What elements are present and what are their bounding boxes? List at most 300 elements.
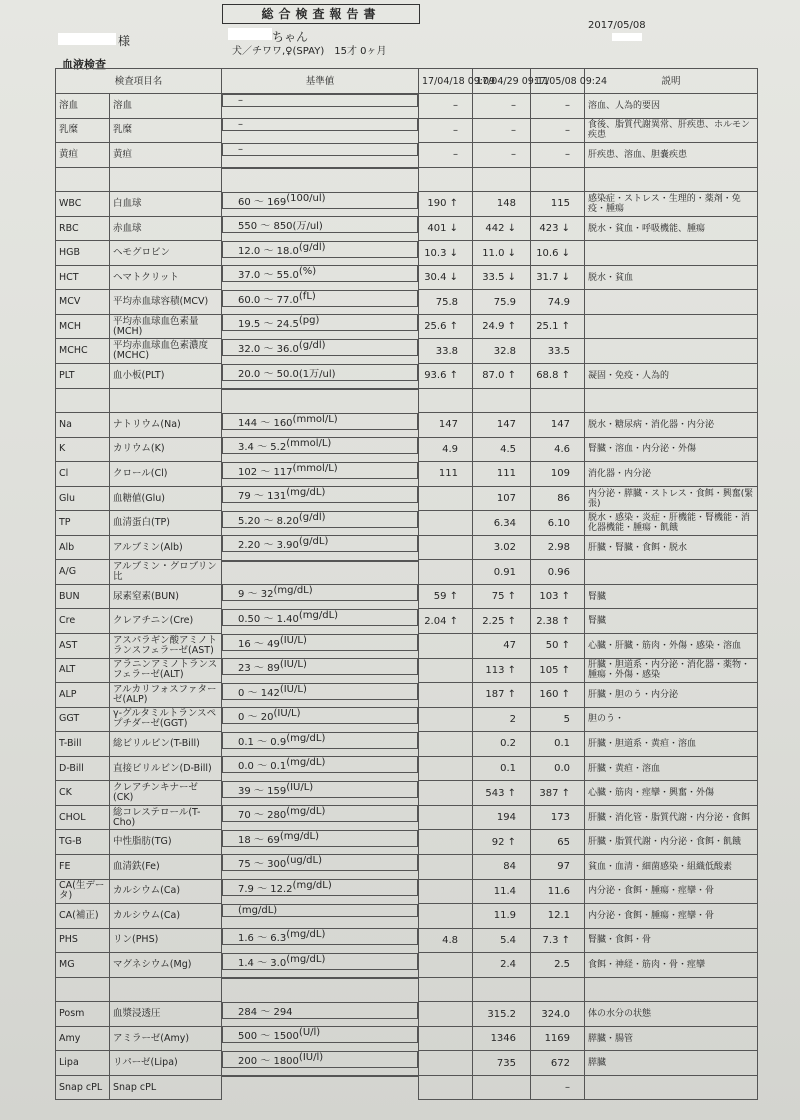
value-date-2 [473,977,531,1002]
range-unit: (mg/dL) [286,953,326,965]
test-code: Posm [56,1002,110,1027]
reference-range [222,732,418,749]
table-row [56,658,758,683]
test-description: 肝臓・胆のう・内分泌 [585,683,758,708]
test-name [110,388,222,413]
test-name [110,977,222,1002]
range-values: 32.0 ～ 36.0 [238,343,299,355]
value-date-2: 147 [473,413,531,438]
reference-range [222,364,418,381]
range-unit [243,95,305,106]
value-date-2: 87.0 ↑ [473,364,531,389]
table-row [56,560,758,585]
range-values: 19.5 ～ 24.5 [238,319,299,331]
value-date-2: 315.2 [473,1002,531,1027]
table-row [56,1026,758,1051]
value-date-1 [419,388,473,413]
test-description [585,167,758,192]
value-date-1 [419,1002,473,1027]
test-code: 乳糜 [56,118,110,143]
table-row [56,830,758,855]
value-date-2: 0.2 [473,732,531,757]
test-code [56,388,110,413]
range-unit: (ug/dL) [286,855,322,867]
test-description: 体の水分の状態 [585,1002,758,1027]
reference-range [222,167,418,169]
reference-range [222,584,418,601]
test-name: アラニンアミノトランスフェラーゼ(ALT) [110,658,222,683]
value-date-1 [419,756,473,781]
value-date-3: 160 ↑ [531,683,585,708]
value-date-1 [419,535,473,560]
value-date-1: 10.3 ↓ [419,241,473,266]
test-name: アルブミン・グロブリン比 [110,560,222,585]
value-date-3: 672 [531,1051,585,1076]
value-date-1: 4.8 [419,928,473,953]
range-values: 23 ～ 89 [238,663,280,675]
col-description: 説明 [585,69,758,94]
redaction-mark [58,33,116,45]
reference-range [222,413,418,430]
value-date-3: 68.8 ↑ [531,364,585,389]
table-row [56,486,758,511]
value-date-2: 2.25 ↑ [473,609,531,634]
test-code: CA(補正) [56,904,110,929]
value-date-2: 11.0 ↓ [473,241,531,266]
range-unit [293,1003,355,1018]
range-unit: (IU/L) [279,659,307,671]
range-values: 79 ～ 131 [238,491,287,503]
lab-results-table [55,68,758,1100]
test-description: 内分泌・食餌・腫瘍・痙攣・骨 [585,879,758,904]
test-name: 黄疸 [110,143,222,168]
test-name: アルカリフォスファターゼ(ALP) [110,683,222,708]
range-unit: (mg/dL) [273,585,313,597]
reference-range [222,854,418,871]
test-description: 肝臓・胆道系・黄疸・溶血 [585,732,758,757]
col-date-2: 17/04/29 09:11 [473,69,531,94]
reference-range [222,879,418,896]
value-date-1: 4.9 [419,437,473,462]
test-description: 膵臓 [585,1051,758,1076]
test-name: 中性脂肪(TG) [110,830,222,855]
value-date-3: 173 [531,805,585,830]
test-description [585,560,758,585]
test-name [110,167,222,192]
value-date-3: 105 ↑ [531,658,585,683]
range-unit: (g/dl) [298,511,326,523]
table-row [56,634,758,659]
test-name: Snap cPL [110,1075,222,1100]
value-date-1 [419,830,473,855]
range-unit: (g/dl) [298,339,326,351]
test-code: BUN [56,584,110,609]
test-description: 溶血、人為的要因 [585,94,758,119]
table-row [56,535,758,560]
test-code: PLT [56,364,110,389]
reference-range [222,118,418,131]
range-unit: (mg/dL) [286,806,326,818]
range-unit: (U/l) [298,1027,321,1039]
test-description: 腎臓 [585,584,758,609]
col-item: 検査項目名 [56,69,222,94]
reference-range [222,609,418,626]
value-date-2: 1346 [473,1026,531,1051]
table-row [56,977,758,1002]
redaction-mark [612,33,642,41]
value-date-1 [419,707,473,732]
range-unit [243,144,305,155]
range-values: 39 ～ 159 [238,785,287,797]
test-code: T-Bill [56,732,110,757]
test-description: 心臓・肝臓・筋肉・外傷・感染・溶血 [585,634,758,659]
table-row [56,781,758,806]
test-code: D-Bill [56,756,110,781]
value-date-1 [419,683,473,708]
test-description: 脱水・糖尿病・消化器・内分泌 [585,413,758,438]
test-name: 乳糜 [110,118,222,143]
reference-range [222,1051,418,1068]
value-date-3: 86 [531,486,585,511]
table-row [56,854,758,879]
value-date-3: 2.5 [531,953,585,978]
value-date-1 [419,1026,473,1051]
col-date-1: 17/04/18 09:09 [419,69,473,94]
range-values: 75 ～ 300 [238,859,287,871]
reference-range [222,928,418,945]
test-code: A/G [56,560,110,585]
value-date-2: 24.9 ↑ [473,314,531,339]
range-unit: (mg/dL) [286,757,326,769]
value-date-3: 0.1 [531,732,585,757]
table-row [56,216,758,241]
test-code: MCH [56,314,110,339]
test-name: 血漿浸透圧 [110,1002,222,1027]
col-date-3: 17/05/08 09:24 [531,69,585,94]
range-unit [243,119,305,130]
table-row [56,437,758,462]
range-values: 20.0 ～ 50.0 [238,368,299,380]
test-name: 平均赤血球血色素量(MCH) [110,314,222,339]
value-date-1: 59 ↑ [419,584,473,609]
range-unit: (万/ul) [292,221,323,233]
table-row [56,805,758,830]
range-values: 0 ～ 20 [238,712,274,724]
test-code: 溶血 [56,94,110,119]
test-code: ALP [56,683,110,708]
value-date-1 [419,732,473,757]
range-unit: (IU/L) [279,683,307,695]
test-name: アスパラギン酸アミノトランスフェラーゼ(AST) [110,634,222,659]
value-date-2: 11.4 [473,879,531,904]
test-description [585,388,758,413]
value-date-1 [419,879,473,904]
value-date-3: 1169 [531,1026,585,1051]
test-name: ナトリウム(Na) [110,413,222,438]
value-date-1 [419,1051,473,1076]
test-name: マグネシウム(Mg) [110,953,222,978]
range-values: 102 ～ 117 [238,466,293,478]
test-description [585,977,758,1002]
value-date-1 [419,658,473,683]
value-date-2: 2 [473,707,531,732]
reference-range [222,977,418,979]
range-values: 0.0 ～ 0.1 [238,761,287,773]
value-date-3: 74.9 [531,290,585,315]
range-values: 3.4 ～ 5.2 [238,442,287,454]
value-date-3: 109 [531,462,585,487]
test-code: Amy [56,1026,110,1051]
reference-range [222,143,418,156]
range-unit: (IU/l) [298,1051,324,1063]
range-values: – [238,95,244,106]
test-name: クレアチニン(Cre) [110,609,222,634]
col-reference: 基準値 [222,69,419,94]
value-date-1: 2.04 ↑ [419,609,473,634]
value-date-1: 190 ↑ [419,192,473,217]
test-code: Snap cPL [56,1075,110,1100]
test-name: クロール(Cl) [110,462,222,487]
range-unit: (100/ul) [286,192,326,204]
test-description: 感染症・ストレス・生理的・薬剤・免疫・腫瘍 [585,192,758,217]
table-row [56,413,758,438]
test-name: カルシウム(Ca) [110,879,222,904]
range-unit: (mg/dL) [286,732,326,744]
value-date-1 [419,904,473,929]
value-date-2: 32.8 [473,339,531,364]
value-date-2: – [473,143,531,168]
value-date-3: 103 ↑ [531,584,585,609]
test-code: FE [56,854,110,879]
reference-range [222,1026,418,1043]
value-date-2: 11.9 [473,904,531,929]
reference-range [222,953,418,970]
value-date-3: 5 [531,707,585,732]
reference-range [222,634,418,651]
test-description: 肝臓・消化管・脂質代謝・内分泌・食餌 [585,805,758,830]
range-values: 0.50 ～ 1.40 [238,613,299,625]
value-date-1 [419,511,473,536]
value-date-2: – [473,94,531,119]
value-date-3: 115 [531,192,585,217]
range-unit: (mg/dL) [286,487,326,499]
range-unit: (mg/dL) [286,929,326,941]
test-code: AST [56,634,110,659]
value-date-1: – [419,118,473,143]
range-values: – [238,143,244,155]
table-row [56,609,758,634]
value-date-2: 92 ↑ [473,830,531,855]
value-date-3: 4.6 [531,437,585,462]
value-date-1: 75.8 [419,290,473,315]
reference-range [222,290,418,307]
test-description: 脱水・貧血 [585,265,758,290]
value-date-2 [473,1075,531,1100]
table-row [56,118,758,143]
value-date-2: 75.9 [473,290,531,315]
table-row [56,732,758,757]
range-values: 200 ～ 1800 [238,1055,299,1067]
test-name: 赤血球 [110,216,222,241]
value-date-2: 33.5 ↓ [473,265,531,290]
range-values: 0 ～ 142 [238,687,280,699]
range-unit: (fL) [298,290,316,302]
range-unit: (g/dl) [298,241,326,253]
test-description: 脱水・貧血・呼吸機能、腫瘍 [585,216,758,241]
pet-info: 犬／チワワ,♀(SPAY) 15才 0ヶ月 [232,46,387,57]
value-date-1 [419,1075,473,1100]
section-title: 血液検査 [62,58,106,71]
table-row [56,953,758,978]
reference-range [222,241,418,258]
table-row [56,683,758,708]
value-date-3: 6.10 [531,511,585,536]
value-date-2: 75 ↑ [473,584,531,609]
table-row [56,143,758,168]
table-row [56,928,758,953]
test-name: 溶血 [110,94,222,119]
value-date-2: 442 ↓ [473,216,531,241]
range-values: 60.0 ～ 77.0 [238,294,299,306]
reference-range [222,94,418,107]
table-header [56,69,758,94]
test-description: 内分泌・膵臓・ストレス・食餌・興奮(緊張) [585,486,758,511]
test-description [585,1075,758,1100]
test-code: CA(生データ) [56,879,110,904]
range-values: 1.6 ～ 6.3 [238,933,287,945]
value-date-2: 543 ↑ [473,781,531,806]
test-description [585,339,758,364]
range-values: 16 ～ 49 [238,638,280,650]
value-date-1 [419,805,473,830]
value-date-3: 2.98 [531,535,585,560]
table-row [56,364,758,389]
reference-range [222,314,418,331]
redaction-mark [228,28,272,40]
reference-range [222,904,418,917]
value-date-2 [473,388,531,413]
value-date-3: 0.96 [531,560,585,585]
test-description: 内分泌・食餌・腫瘍・痙攣・骨 [585,904,758,929]
test-code [56,977,110,1002]
test-name: 尿素窒素(BUN) [110,584,222,609]
test-code: K [56,437,110,462]
test-code: HGB [56,241,110,266]
range-values: 284 ～ 294 [238,1006,293,1018]
range-unit: (g/dL) [298,536,329,548]
test-description: 胆のう・ [585,707,758,732]
test-code [56,167,110,192]
test-name: γ-グルタミルトランスペプチダーゼ(GGT) [110,707,222,732]
value-date-2: – [473,118,531,143]
test-name: 総コレステロール(T-Cho) [110,805,222,830]
range-values: 37.0 ～ 55.0 [238,270,299,282]
test-code: RBC [56,216,110,241]
reference-range [222,560,418,562]
test-code: MCHC [56,339,110,364]
reference-range [222,216,418,233]
value-date-3: 387 ↑ [531,781,585,806]
test-name: ヘマトクリット [110,265,222,290]
range-values: – [238,119,244,131]
range-values: 18 ～ 69 [238,834,280,846]
value-date-3 [531,977,585,1002]
test-code: WBC [56,192,110,217]
test-description: 貧血・血清・細菌感染・組織低酸素 [585,854,758,879]
test-code: Lipa [56,1051,110,1076]
range-unit: (mg/dL) [279,830,320,842]
test-description [585,290,758,315]
value-date-2: 194 [473,805,531,830]
range-values: 60 ～ 169 [238,196,287,208]
reference-range [222,1075,418,1077]
value-date-2: 6.34 [473,511,531,536]
value-date-2: 187 ↑ [473,683,531,708]
table-row [56,904,758,929]
value-date-3: 10.6 ↓ [531,241,585,266]
value-date-3: 33.5 [531,339,585,364]
test-description [585,314,758,339]
test-name: リパーゼ(Lipa) [110,1051,222,1076]
test-name: 血清鉄(Fe) [110,854,222,879]
value-date-3: 12.1 [531,904,585,929]
test-name: 平均赤血球血色素濃度(MCHC) [110,339,222,364]
test-code: TG-B [56,830,110,855]
value-date-1: – [419,143,473,168]
table-row [56,462,758,487]
test-name: カリウム(K) [110,437,222,462]
test-name: 血糖値(Glu) [110,486,222,511]
test-description: 心臓・筋肉・痙攣・興奮・外傷 [585,781,758,806]
test-code: Glu [56,486,110,511]
value-date-3 [531,388,585,413]
range-unit: (IU/L) [273,708,301,720]
table-row [56,707,758,732]
value-date-2: 113 ↑ [473,658,531,683]
range-values: 500 ～ 1500 [238,1031,299,1043]
value-date-3 [531,167,585,192]
test-code: MCV [56,290,110,315]
value-date-3: 7.3 ↑ [531,928,585,953]
test-description: 肝臓・脂質代謝・内分泌・食餌・飢餓 [585,830,758,855]
test-name: 平均赤血球容積(MCV) [110,290,222,315]
range-values: 5.20 ～ 8.20 [238,515,299,527]
value-date-3: 31.7 ↓ [531,265,585,290]
range-values: 1.4 ～ 3.0 [238,957,287,969]
test-description: 膵臓・腸管 [585,1026,758,1051]
reference-range [222,756,418,773]
table-row [56,1075,758,1100]
test-code: HCT [56,265,110,290]
range-values: 550 ～ 850 [238,221,293,233]
reference-range [222,805,418,822]
table-row [56,314,758,339]
reference-range [222,192,418,209]
test-name: 直接ビリルビン(D-Bill) [110,756,222,781]
value-date-1: 111 [419,462,473,487]
value-date-3: 0.0 [531,756,585,781]
test-name: ヘモグロビン [110,241,222,266]
value-date-3: – [531,118,585,143]
test-name: リン(PHS) [110,928,222,953]
range-values: 2.20 ～ 3.90 [238,540,299,552]
reference-range [222,1002,418,1019]
range-unit: (mg/dL) [238,904,278,916]
test-description: 消化器・内分泌 [585,462,758,487]
test-code: MG [56,953,110,978]
table-row [56,339,758,364]
range-values: 70 ～ 280 [238,810,287,822]
